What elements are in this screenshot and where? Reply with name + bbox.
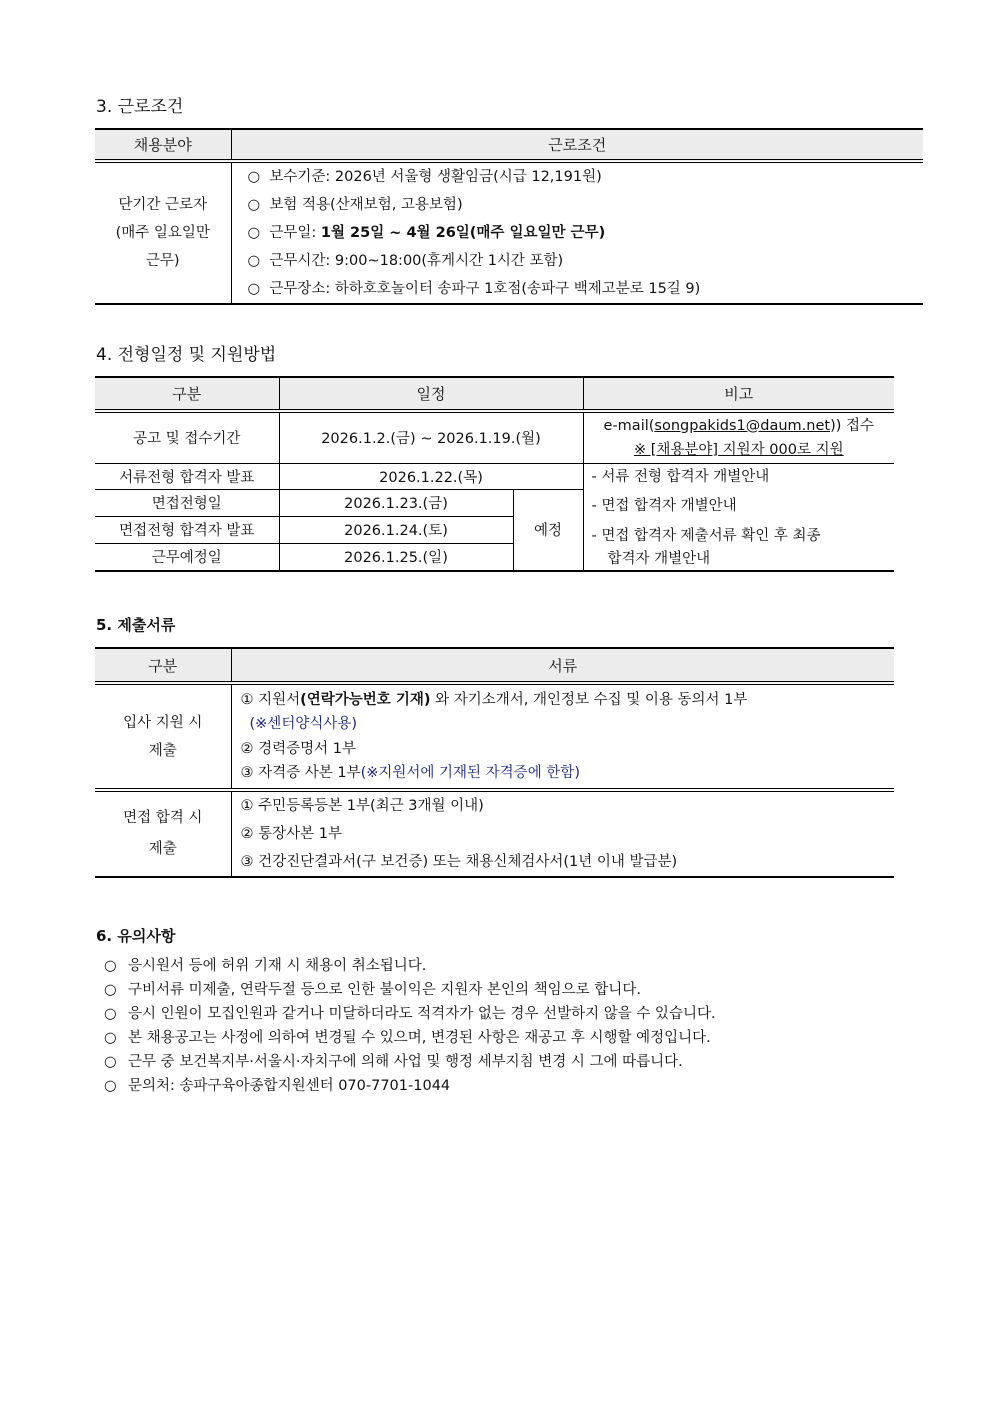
doc-item: ③ 자격증 사본 1부(※지원서에 기재된 자격증에 한함)	[240, 765, 580, 781]
th-category: 구분	[95, 648, 231, 683]
conditions-cell	[231, 161, 923, 304]
row-date: 2026.1.24.(토)	[279, 516, 513, 543]
row-label: 면접전형 합격자 발표	[95, 516, 279, 543]
row-date: 2026.1.2.(금) ~ 2026.1.19.(월)	[279, 411, 583, 463]
working-conditions-table	[95, 128, 923, 305]
th-field: 채용분야	[95, 129, 231, 161]
apply-note: ※ [채용분야] 지원자 000로 지원	[633, 441, 844, 458]
group-label	[95, 683, 231, 790]
group-items	[231, 683, 894, 790]
row-date: 2026.1.22.(목)	[279, 463, 583, 489]
doc-item: ① 주민등록등본 1부(최근 3개월 이내)	[240, 798, 484, 814]
row-date: 2026.1.25.(일)	[279, 543, 513, 571]
list-item: ○ 근무 중 보건복지부·서울시·자치구에 의해 사업 및 행정 세부지침 변경 시 그에 따릅니다.	[104, 1054, 683, 1070]
field-line: (매주 일요일만	[115, 225, 210, 241]
doc-item: ① 지원서(연락가능번호 기재) 와 자기소개서, 개인정보 수집 및 이용 동의서 1부	[240, 691, 748, 708]
list-item: ○ 본 채용공고는 사정에 의하여 변경될 수 있으며, 변경된 사항은 재공고 후 시행할 예정입니다.	[104, 1030, 711, 1046]
section-6-title: 6. 유의사항	[96, 927, 176, 945]
doc-item-cont: (※센터양식사용)	[249, 716, 358, 732]
doc-item: ③ 건강진단결과서(구 보건증) 또는 채용신체검사서(1년 이내 발급분)	[240, 854, 678, 870]
group-label-line: 면접 합격 시	[123, 810, 203, 826]
list-item: ○ 응시원서 등에 허위 기재 시 채용이 취소됩니다.	[104, 958, 427, 974]
th-remarks: 비고	[583, 377, 894, 411]
group-label-line: 제출	[148, 742, 177, 759]
group-label-line: 제출	[148, 841, 177, 857]
email-address: songpakids1@daum.net	[654, 417, 831, 434]
field-line: 단기간 근로자	[118, 197, 208, 213]
condition-item: ○ 근무장소: 하하호호놀이터 송파구 1호점(송파구 백제고분로 15길 9)	[247, 281, 701, 297]
note-line: 합격자 개별안내	[607, 551, 711, 567]
th-category: 구분	[95, 377, 279, 411]
note-line: - 서류 전형 합격자 개별안내	[591, 468, 770, 485]
group-label-line: 입사 지원 시	[123, 714, 203, 731]
row-label: 서류전형 합격자 발표	[95, 463, 279, 489]
row-label: 공고 및 접수기간	[95, 411, 279, 463]
doc-item: ② 통장사본 1부	[240, 826, 342, 842]
doc-item: ② 경력증명서 1부	[240, 740, 356, 757]
th-conditions: 근로조건	[231, 129, 923, 161]
field-line: 근무)	[145, 253, 180, 269]
group-items	[231, 790, 894, 877]
section-3-title: 3. 근로조건	[96, 97, 184, 117]
list-item: ○ 응시 인원이 모집인원과 같거나 미달하더라도 적격자가 없는 경우 선발하지 않을 수 있습니다.	[104, 1006, 716, 1022]
condition-item: ○ 근무일: 1월 25일 ~ 4월 26일(매주 일요일만 근무)	[247, 225, 606, 241]
condition-item: ○ 보수기준: 2026년 서울형 생활임금(시급 12,191원)	[247, 169, 602, 185]
row-label: 면접전형일	[95, 489, 279, 516]
row-date: 2026.1.23.(금)	[279, 489, 513, 516]
th-documents: 서류	[231, 648, 894, 683]
section-5-title: 5. 제출서류	[96, 616, 176, 634]
condition-item: ○ 근무시간: 9:00~18:00(휴게시간 1시간 포함)	[247, 253, 564, 269]
plan-cell: 예정	[513, 489, 583, 571]
precautions-list	[104, 954, 716, 1098]
apply-method-cell	[583, 411, 894, 463]
th-schedule: 일정	[279, 377, 583, 411]
schedule-table	[95, 376, 894, 572]
condition-item: ○ 보험 적용(산재보험, 고용보험)	[247, 197, 463, 213]
row-label: 근무예정일	[95, 543, 279, 571]
group-label	[95, 790, 231, 877]
note-line: - 면접 합격자 제출서류 확인 후 최종	[591, 527, 821, 544]
field-cell	[95, 161, 231, 304]
documents-table	[95, 647, 894, 878]
notes-cell	[583, 463, 894, 571]
email-line: e-mail(songpakids1@daum.net)) 접수	[603, 417, 874, 434]
section-4-title: 4. 전형일정 및 지원방법	[96, 345, 277, 365]
list-item: ○ 구비서류 미제출, 연락두절 등으로 인한 불이익은 지원자 본인의 책임으로 합니다.	[104, 982, 641, 998]
note-line: - 면접 합격자 개별안내	[591, 498, 737, 514]
list-item: ○ 문의처: 송파구육아종합지원센터 070-7701-1044	[104, 1078, 451, 1094]
